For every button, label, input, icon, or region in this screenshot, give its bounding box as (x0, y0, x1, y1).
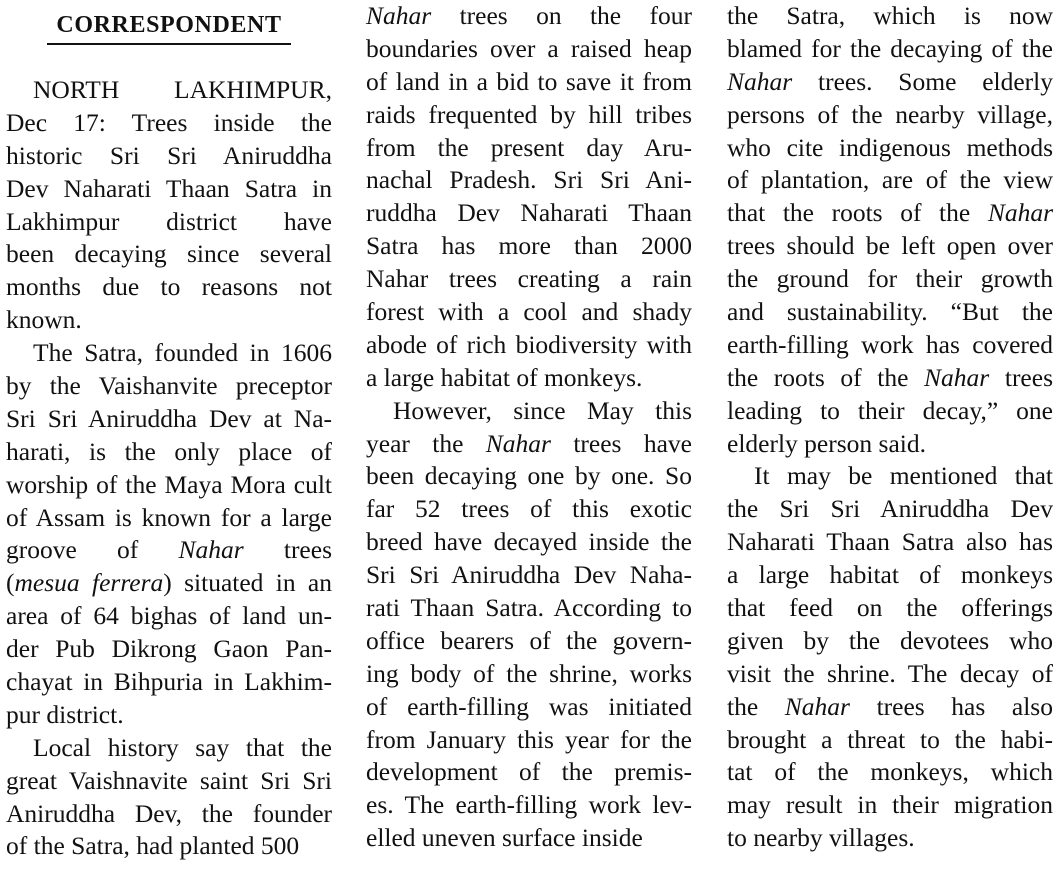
text-line (727, 99, 1053, 132)
text-run: ing body of the shrine, works (366, 658, 692, 688)
italic-text: Nahar (727, 66, 793, 96)
paragraph (366, 395, 692, 855)
byline: CORRESPONDENT (47, 10, 291, 45)
text-run: office bearers of the govern- (366, 625, 692, 655)
text-run: earth-filling work has covered (727, 329, 1053, 359)
text-line (727, 428, 1053, 461)
text-line (727, 230, 1053, 263)
paragraph (727, 460, 1053, 855)
text-line (6, 699, 332, 732)
text-run: raids frequented by hill tribes (366, 99, 692, 129)
text-line (366, 724, 692, 757)
paragraph (6, 732, 332, 864)
italic-text: mesua ferrera (14, 568, 164, 598)
text-line (727, 559, 1053, 592)
text-run: NORTH LAKHIMPUR, (33, 75, 332, 104)
italic-text: Nahar (485, 428, 551, 458)
text-run: pur district. (6, 699, 124, 729)
text-line (6, 600, 332, 633)
text-line (366, 822, 692, 855)
text-run: of Assam is known for a large (6, 502, 332, 532)
text-line (366, 395, 692, 428)
text-line (6, 238, 332, 271)
text-line (6, 370, 332, 403)
text-run: breed have decayed inside the (366, 527, 692, 557)
text-run: groove of (6, 535, 179, 565)
text-run: The Satra, founded in 1606 (33, 338, 332, 368)
text-line (6, 140, 332, 173)
text-line (6, 732, 332, 765)
text-run: chayat in Bihpuria in Lakhim- (6, 667, 332, 697)
text-line (6, 666, 332, 699)
text-line (727, 592, 1053, 625)
text-run: Dev Naharati Thaan Satra in (6, 173, 332, 203)
text-line (6, 337, 332, 370)
text-line (727, 263, 1053, 296)
text-line (366, 592, 692, 625)
text-line (6, 469, 332, 502)
text-run: Satra has more than 2000 (366, 231, 692, 261)
text-run: elderly person said. (727, 428, 926, 458)
text-run: from January this year for the (366, 724, 692, 754)
text-line (727, 460, 1053, 493)
text-run: far 52 trees of this exotic (366, 494, 692, 524)
text-run: by the Vaishanvite preceptor (6, 371, 332, 401)
text-line (6, 74, 332, 107)
text-line (366, 263, 692, 296)
text-line (727, 132, 1053, 165)
text-run: trees should be left open over (727, 231, 1053, 261)
text-line (727, 789, 1053, 822)
text-line (366, 526, 692, 559)
text-run: Nahar trees creating a rain (366, 264, 692, 294)
text-line (6, 830, 332, 863)
text-run: Lakhimpur district have (6, 206, 332, 236)
text-line (727, 329, 1053, 362)
text-line (727, 822, 1053, 855)
text-run: the Sri Sri Aniruddha Dev (727, 494, 1053, 524)
text-run: trees (989, 362, 1053, 392)
text-line (366, 0, 692, 33)
text-run: Aniruddha Dev, the founder (6, 798, 332, 828)
text-line (366, 756, 692, 789)
paragraph (6, 74, 332, 337)
text-line (6, 567, 332, 600)
text-line (727, 756, 1053, 789)
text-run: year the (366, 428, 486, 458)
text-run: es. The earth-filling work lev- (366, 790, 692, 820)
text-run: of plantation, are of the view (727, 165, 1053, 195)
text-run: rati Thaan Satra. According to (366, 593, 692, 623)
text-line (366, 362, 692, 395)
paragraph (366, 0, 692, 395)
text-run: boundaries over a raised heap (366, 33, 692, 63)
italic-text: Nahar (178, 535, 244, 565)
text-run: Local history say that the (33, 732, 332, 762)
text-run: ruddha Dev Naharati Thaan (366, 198, 692, 228)
text-run: of the Satra, had planted 500 (6, 831, 300, 861)
text-run: nachal Pradesh. Sri Sri Ani- (366, 165, 692, 195)
text-line (727, 362, 1053, 395)
text-run: that feed on the offerings (727, 593, 1053, 623)
text-run: leading to their decay,” one (727, 395, 1053, 425)
text-run: worship of the Maya Mora cult (6, 469, 332, 499)
article-column-2 (366, 0, 692, 855)
text-run: harati, is the only place of (6, 436, 332, 466)
text-run: who cite indigenous methods (727, 132, 1053, 162)
text-line (6, 206, 332, 239)
text-run: been decaying since several (6, 239, 332, 269)
text-run: trees have (550, 428, 692, 458)
text-run: a large habitat of monkeys (727, 560, 1053, 590)
text-run: development of the premis- (366, 757, 692, 787)
text-run: It may be mentioned that (754, 461, 1053, 491)
text-line (727, 296, 1053, 329)
text-line (6, 765, 332, 798)
text-run: the (727, 691, 785, 721)
text-line (6, 173, 332, 206)
text-line (727, 658, 1053, 691)
text-run: to nearby villages. (727, 823, 915, 853)
text-run: the Satra, which is now (727, 1, 1053, 30)
article-column-1 (6, 0, 332, 863)
text-run: the roots of the (727, 362, 925, 392)
text-line (727, 493, 1053, 526)
text-line (6, 534, 332, 567)
text-line (727, 33, 1053, 66)
text-line (6, 304, 332, 337)
article-column-3 (727, 0, 1053, 855)
text-run: months due to reasons not (6, 272, 332, 302)
text-line (366, 691, 692, 724)
text-line (366, 789, 692, 822)
text-run: Sri Sri Aniruddha Dev at Na- (6, 403, 332, 433)
text-run: may result in their migration (727, 790, 1053, 820)
text-run: blamed for the decaying of the (727, 33, 1053, 63)
text-run: trees on the four (431, 1, 692, 30)
text-line (727, 66, 1053, 99)
text-run: trees has also (849, 691, 1053, 721)
text-line (6, 403, 332, 436)
italic-text: Nahar (987, 198, 1053, 228)
text-line (366, 658, 692, 691)
text-run: great Vaishnavite saint Sri Sri (6, 765, 332, 795)
text-line (366, 99, 692, 132)
text-run: the ground for their growth (727, 264, 1053, 294)
text-run: of land in a bid to save it from (366, 66, 692, 96)
text-line (6, 633, 332, 666)
text-line (366, 296, 692, 329)
text-line (727, 724, 1053, 757)
text-line (727, 526, 1053, 559)
text-run: Sri Sri Aniruddha Dev Naha- (366, 560, 692, 590)
text-line (366, 132, 692, 165)
text-run: given by the devotees who (727, 625, 1053, 655)
text-run: from the present day Aru- (366, 132, 692, 162)
text-run: abode of rich biodiversity with (366, 329, 692, 359)
text-run: trees (243, 535, 332, 565)
text-line (727, 197, 1053, 230)
text-run: tat of the monkeys, which (727, 757, 1053, 787)
text-line (727, 164, 1053, 197)
text-run: However, since May this (393, 395, 692, 425)
text-line (727, 625, 1053, 658)
text-line (366, 230, 692, 263)
text-line (6, 502, 332, 535)
italic-text: Nahar (784, 691, 850, 721)
text-run: ) situated in an (163, 568, 333, 598)
text-run: visit the shrine. The decay of (727, 658, 1053, 688)
text-line (366, 460, 692, 493)
text-run: brought a threat to the habi- (727, 724, 1053, 754)
text-run: and sustainability. “But the (727, 297, 1053, 327)
text-run: Dec 17: Trees inside the (6, 107, 332, 137)
text-line (727, 0, 1053, 33)
text-line (727, 395, 1053, 428)
text-run: ( (6, 568, 15, 598)
italic-text: Nahar (924, 362, 990, 392)
text-line (366, 329, 692, 362)
text-line (366, 559, 692, 592)
text-run: that the roots of the (727, 198, 988, 228)
text-line (366, 66, 692, 99)
text-line (727, 691, 1053, 724)
text-line (366, 197, 692, 230)
text-line (6, 107, 332, 140)
text-line (366, 493, 692, 526)
text-line (6, 798, 332, 831)
text-run: der Pub Dikrong Gaon Pan- (6, 634, 332, 664)
text-run: historic Sri Sri Aniruddha (6, 140, 332, 170)
text-run: been decaying one by one. So (366, 461, 692, 491)
text-run: Naharati Thaan Satra also has (727, 527, 1053, 557)
text-line (366, 428, 692, 461)
paragraph (6, 337, 332, 732)
italic-text: Nahar (366, 1, 432, 30)
text-line (366, 164, 692, 197)
text-run: of earth-filling was initiated (366, 691, 692, 721)
text-run: area of 64 bighas of land un- (6, 601, 332, 631)
text-run: a large habitat of monkeys. (366, 362, 643, 392)
paragraph (727, 0, 1053, 460)
text-run: persons of the nearby village, (727, 99, 1053, 129)
text-line (366, 625, 692, 658)
text-line (6, 436, 332, 469)
text-line (6, 271, 332, 304)
text-run: elled uneven surface inside (366, 823, 643, 853)
text-run: forest with a cool and shady (366, 297, 692, 327)
text-run: known. (6, 305, 82, 335)
text-run: trees. Some elderly (792, 66, 1053, 96)
text-line (366, 33, 692, 66)
